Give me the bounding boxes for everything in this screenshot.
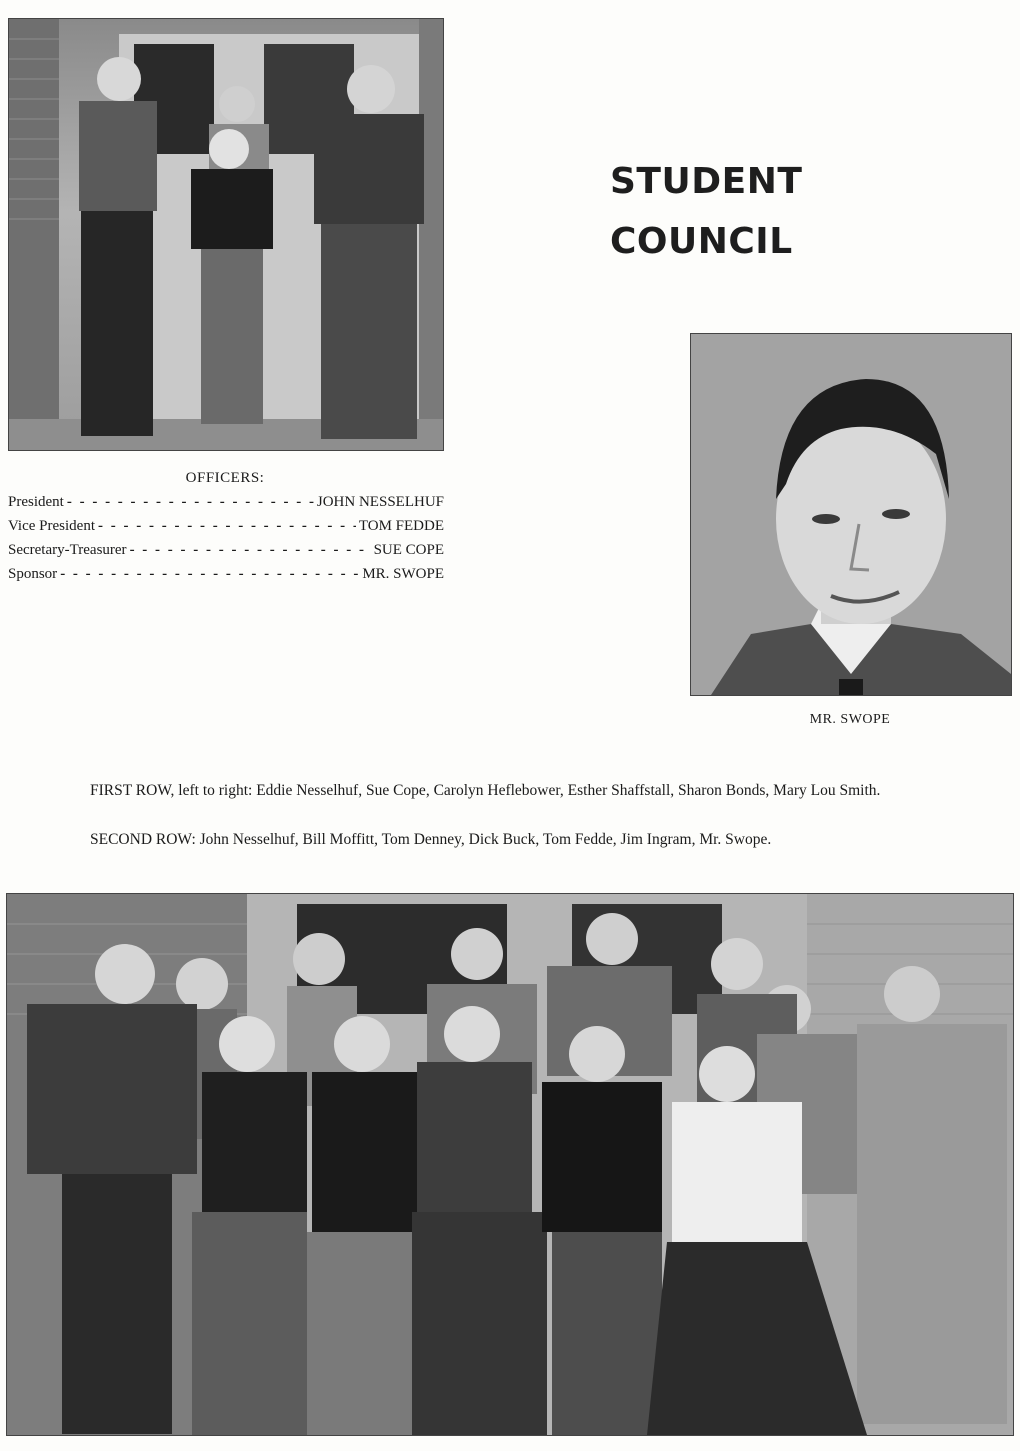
sponsor-portrait <box>690 333 1012 696</box>
officer-row-president <box>8 494 444 518</box>
second-row-caption: SECOND ROW: John Nesselhuf, Bill Moffitt, Tom Denney, Dick Buck, Tom Fedde, Jim Ingram, Mr. Swope. <box>90 831 772 848</box>
officer-name: JOHN NESSELHUF <box>316 494 444 510</box>
dotted-leader <box>67 494 314 511</box>
officer-name: TOM FEDDE <box>358 518 444 534</box>
officer-role: President <box>8 494 64 510</box>
sponsor-portrait-illustration <box>691 334 1011 695</box>
officer-row-sponsor <box>8 566 444 590</box>
officer-name: SUE COPE <box>373 542 444 558</box>
officer-role: Secretary-Treasurer <box>8 542 127 558</box>
dotted-leader <box>60 566 359 583</box>
officer-role: Sponsor <box>8 566 58 582</box>
group-photo <box>6 893 1014 1436</box>
page-title-line-2: COUNCIL <box>610 221 793 262</box>
first-row-caption: FIRST ROW, left to right: Eddie Nesselhuf, Sue Cope, Carolyn Heflebower, Esther Shaffstall, Sharon Bonds, Mary Lou Smith. <box>90 782 881 799</box>
officer-row-vice-president <box>8 518 444 542</box>
officers-photo <box>8 18 444 451</box>
officer-name: MR. SWOPE <box>362 566 444 582</box>
officer-row-secretary-treasurer <box>8 542 444 566</box>
sponsor-caption: MR. SWOPE <box>809 712 891 727</box>
officers-photo-illustration <box>9 19 443 450</box>
group-photo-illustration <box>7 894 1013 1435</box>
officer-role: Vice President <box>8 518 95 534</box>
officers-heading: OFFICERS: <box>185 470 265 486</box>
page-title-line-1: STUDENT <box>610 161 803 202</box>
dotted-leader <box>130 542 371 559</box>
page-title <box>610 152 802 272</box>
officers-list <box>8 494 444 590</box>
dotted-leader <box>98 518 356 535</box>
